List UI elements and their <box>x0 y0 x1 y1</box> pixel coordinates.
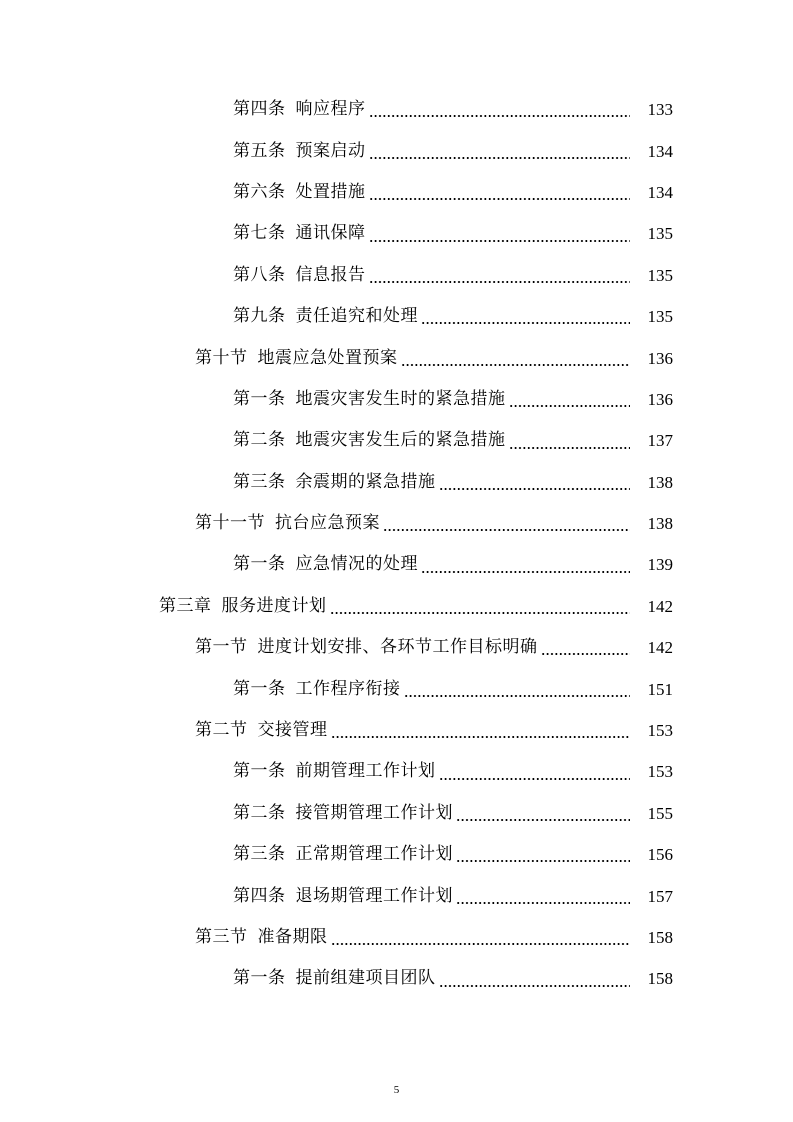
toc-entry-title: 地震灾害发生时的紧急措施 <box>295 388 506 409</box>
toc-entry-title: 责任追究和处理 <box>295 306 418 327</box>
toc-entry-title: 交接管理 <box>257 720 328 741</box>
dot-leader <box>369 198 631 200</box>
toc-entry-label: 第五条 <box>233 140 286 161</box>
toc-entry[interactable] <box>0 917 793 958</box>
toc-entry-title: 工作程序衔接 <box>295 678 401 699</box>
toc-entry-page-number: 138 <box>647 472 673 492</box>
toc-entry-label: 第一条 <box>233 678 286 699</box>
toc-entry[interactable] <box>0 172 793 213</box>
toc-entry-label: 第一条 <box>233 761 286 782</box>
toc-entry-label: 第二节 <box>195 720 248 741</box>
toc-entry-page-number: 158 <box>647 969 673 989</box>
dot-leader <box>369 281 631 283</box>
toc-entry-page-number: 136 <box>647 389 673 409</box>
toc-entry-label: 第二条 <box>233 430 286 451</box>
toc-entry-label: 第六条 <box>233 181 286 202</box>
toc-entry-title: 退场期管理工作计划 <box>295 885 453 906</box>
toc-entry-label: 第一节 <box>195 637 248 658</box>
dot-leader <box>383 529 630 531</box>
toc-entry-title: 进度计划安排、各环节工作目标明确 <box>257 637 538 658</box>
dot-leader <box>439 778 631 780</box>
toc-entry-page-number: 158 <box>647 928 673 947</box>
dot-leader <box>509 405 631 407</box>
toc-entry-title: 服务进度计划 <box>221 595 327 616</box>
toc-entry-title: 信息报告 <box>295 264 366 285</box>
dot-leader <box>369 115 631 117</box>
toc-entry[interactable] <box>0 255 793 296</box>
dot-leader <box>401 364 631 366</box>
toc-entry-label: 第三节 <box>195 927 248 947</box>
toc-entry-label: 第三条 <box>233 844 286 865</box>
toc-entry-label: 第一条 <box>233 554 286 575</box>
dot-leader <box>421 322 630 324</box>
toc-entry-page-number: 135 <box>647 307 673 327</box>
toc-entry-page-number: 135 <box>647 224 673 244</box>
dot-leader <box>509 447 631 449</box>
toc-entry[interactable] <box>0 544 793 585</box>
toc-entry[interactable] <box>0 586 793 627</box>
toc-entry-title: 前期管理工作计划 <box>295 761 436 782</box>
toc-entry[interactable] <box>0 130 793 171</box>
toc-entry[interactable] <box>0 462 793 503</box>
dot-leader <box>421 571 630 573</box>
toc-entry-title: 应急情况的处理 <box>295 554 418 575</box>
toc-entry-page-number: 151 <box>647 679 673 699</box>
toc-entry-page-number: 137 <box>647 431 673 451</box>
toc-entry-page-number: 153 <box>647 721 673 741</box>
dot-leader <box>369 240 631 242</box>
page-number: 5 <box>393 1084 400 1096</box>
toc-entry[interactable] <box>0 875 793 916</box>
dot-leader <box>404 695 631 697</box>
toc-entry-page-number: 133 <box>647 100 673 120</box>
toc-entry-label: 第二条 <box>233 802 286 823</box>
toc-entry-title: 接管期管理工作计划 <box>295 802 453 823</box>
toc-entry-title: 处置措施 <box>295 181 366 202</box>
toc-entry-label: 第八条 <box>233 264 286 285</box>
toc-entry[interactable] <box>0 710 793 751</box>
toc-entry[interactable] <box>0 834 793 875</box>
toc-entry-label: 第一条 <box>233 388 286 409</box>
toc-entry-label: 第十节 <box>195 347 248 368</box>
toc-entry-page-number: 155 <box>647 803 673 823</box>
toc-entry-label: 第九条 <box>233 306 286 327</box>
toc-entry[interactable] <box>0 379 793 420</box>
dot-leader <box>456 902 630 904</box>
toc-entry-title: 响应程序 <box>295 99 366 120</box>
toc-entry-page-number: 139 <box>647 555 673 575</box>
toc-entry-title: 正常期管理工作计划 <box>295 844 453 865</box>
toc-entry[interactable] <box>0 958 793 999</box>
dot-leader <box>369 157 631 159</box>
toc-entry[interactable] <box>0 89 793 130</box>
toc-entry-page-number: 142 <box>647 638 673 658</box>
toc-entry-label: 第四条 <box>233 99 286 120</box>
toc-entry[interactable] <box>0 793 793 834</box>
toc-entry-page-number: 153 <box>647 762 673 782</box>
toc-entry-page-number: 134 <box>647 141 673 161</box>
dot-leader <box>541 653 631 655</box>
toc-entry-title: 抗台应急预案 <box>275 513 380 534</box>
toc-entry-label: 第一条 <box>233 968 286 989</box>
toc-entry-title: 通讯保障 <box>295 223 366 244</box>
toc-entry-page-number: 156 <box>647 845 673 865</box>
toc-entry-label: 第三条 <box>233 471 286 492</box>
dot-leader <box>331 943 631 945</box>
toc-entry-label: 第三章 <box>159 595 212 616</box>
toc-entry-title: 预案启动 <box>295 140 366 161</box>
toc-entry-page-number: 157 <box>647 886 673 906</box>
toc-entry[interactable] <box>0 296 793 337</box>
toc-entry-title: 余震期的紧急措施 <box>295 471 436 492</box>
dot-leader <box>439 488 631 490</box>
toc-entry-page-number: 136 <box>647 348 673 368</box>
dot-leader <box>456 860 630 862</box>
toc-entry[interactable] <box>0 751 793 792</box>
table-of-contents <box>0 89 793 1000</box>
toc-entry-title: 地震应急处置预案 <box>257 347 398 368</box>
dot-leader <box>456 819 630 821</box>
toc-entry[interactable] <box>0 213 793 254</box>
dot-leader <box>439 985 631 987</box>
toc-entry[interactable] <box>0 503 793 544</box>
toc-entry[interactable] <box>0 337 793 378</box>
toc-entry-label: 第七条 <box>233 223 286 244</box>
toc-entry-page-number: 135 <box>647 265 673 285</box>
toc-entry[interactable] <box>0 420 793 461</box>
toc-entry[interactable] <box>0 668 793 709</box>
toc-entry-label: 第四条 <box>233 885 286 906</box>
dot-leader <box>331 736 631 738</box>
toc-entry-page-number: 142 <box>647 596 673 616</box>
toc-entry-label: 第十一节 <box>195 513 265 534</box>
dot-leader <box>330 612 631 614</box>
toc-entry-title: 准备期限 <box>257 927 328 947</box>
toc-entry-page-number: 134 <box>647 182 673 202</box>
toc-entry-page-number: 138 <box>647 514 673 534</box>
toc-entry-title: 提前组建项目团队 <box>295 968 436 989</box>
toc-entry-title: 地震灾害发生后的紧急措施 <box>295 430 506 451</box>
toc-entry[interactable] <box>0 627 793 668</box>
